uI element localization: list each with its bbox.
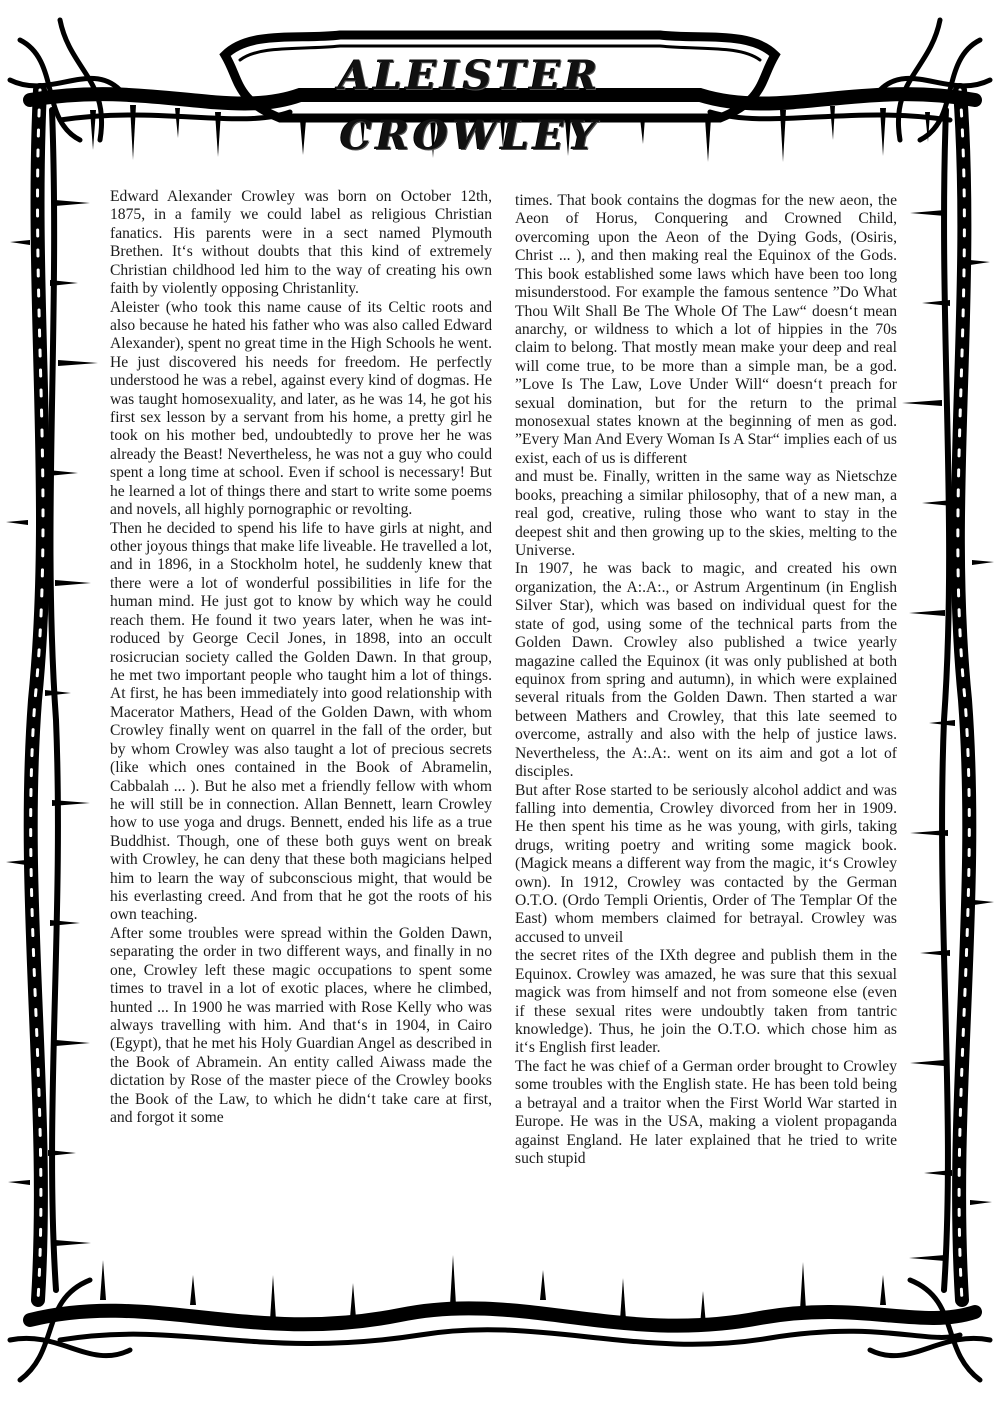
paragraph: Then he decided to spend his life to have girls at night, and other joyous things that make life liveable. He travelled a lot, and in 1896, in a Stockholm hotel, he suddenly knew that there were a lot of wonderful possibilities in life for the human mind. He just got to know by which way he could reach them. He found it two years later, when he was introduced by George Cecil Jones, in 1898, into an occult rosicrucian society called the Golden Dawn. In that group, he met two important people who taught him a lot of things. At first, he has been immediately into good relationship with Macerator Mathers, Head of the Golden Dawn, with whom Crowley finally went on quarrel in the fall of the order, but by whom Crowley was also taught a lot of precious secrets (like which ones contained in the Book of Abramelin, Cabbalah ... ). But he also met a friendly fellow with whom he will still be in connection. Allan Bennett, learn Crowley how to use yoga and drugs. Bennett, ended his life as a true Buddhist. Though, one of these both guys went on break with Crowley, he can deny that these both magicians helped him to learn the way of subconscious might, that would be his everlasting creed. And from that he got the roots of his own teaching. bbox=[110, 519, 492, 924]
bottom-branch bbox=[30, 1308, 975, 1325]
page-title: ALEISTER CROWLEY bbox=[338, 52, 602, 159]
paragraph: Edward Alexander Crowley was born on October 12th, 1875, in a family we could label as religious Christian fanatics. His parents were in a sect named Plymouth Brethen. It‘s without doubts that this kind of extremely Christian childhood led him to the way of creating his own faith by violently opposing Christanlity. bbox=[110, 188, 492, 298]
paragraph: But after Rose started to be seriously alcohol addict and was falling into dementia, Crowley divorced from her in 1909. He then spent his time as he was young, with girls, taking drugs, writing poetry and writing some magick book. (Magick means a different way from the magic, it‘s Crowley own). In 1912, Crowley was contacted by the German O.T.O. (Ordo Templi Orientis, Order of The Templar Of the East) whom members claimed for betrayal. Crowley was accused to unveil bbox=[515, 781, 897, 946]
paragraph: times. That book contains the dogmas for the new aeon, the Aeon of Horus, Conquering and Crowned Child, overcoming upon the Aeon of the Dying Gods, (Osiris, Christ ... ), and then making real the Equinox of the Gods. This book established some laws which have been too long misunderstood. For example the famous sentence ”Do What Thou Wilt Shall Be The Whole Of The Law“ doesn‘t mean anarchy, or wildness to which a lot of hippies in the 70s claim to belong. That mostly mean make your deep and real will come true, to be more than a simple man, be a god. ”Love Is The Law, Love Under Will“ doesn‘t preach for sexual domination, but for the return to the primal monosexual states known at the beginning of men as god. ”Every Man And Every Woman Is A Star“ implies each of us exist, each of us is different bbox=[515, 192, 897, 467]
paragraph: After some troubles were spread within the Golden Dawn, separating the order in two different ways, and finally in no one, Crowley left these magic occupations to spent some times to travel in a lot of exotic places, where he climbed, hunted ... In 1900 he was married with Rose Kelly who was always travelling with him. And that‘s in 1904, in Cairo (Egypt), that he met his Holy Guardian Angel as described in the Book of Abramein. An entity called Aiwass made the dictation by Rose of the master piece of the Crowley books the Book of the Law, to which he didn‘t take care at first, and forgot it some bbox=[110, 924, 492, 1127]
right-text-column bbox=[515, 192, 897, 1168]
left-text-column bbox=[110, 188, 492, 1128]
paragraph: In 1907, he was back to magic, and created his own organization, the A:.A:., or Astrum Argentinum (in English Silver Star), which was based on individual quest for the state of god, using some of the technical parts from the Golden Dawn. Crowley also published a twice yearly magazine called the Equinox (it was only published at both equinox from spring and autumn), in which were explained several rituals from the Golden Dawn. Then started a war between Mathers and Crowley, that this late seemed to overcome, astrally and also with the help of justice laws. Nevertheless, the A:.A:. went on its aim and got a lot of disciples. bbox=[515, 560, 897, 781]
paragraph: and must be. Finally, written in the same way as Nietschze books, preaching a similar philosophy, that of a new man, a real god, creative, ruling those who want to stay in the deepest shit and then growing up to the skies, melting to the Universe. bbox=[515, 468, 897, 560]
paragraph: the secret rites of the IXth degree and publish them in the Equinox. Crowley was amazed, he was sure that this sexual magick was from himself and not from someone else (even if these sexual rites were undoubtly taken from tantric knowledge). Thus, he join the O.T.O. which chose him as it‘s English first leader. bbox=[515, 947, 897, 1057]
paragraph: Aleister (who took this name cause of its Celtic roots and also because he hated his father who was also called Edward Alexander), spent no great time in the High Schools he went. He just discovered his needs for freedom. He perfectly understood he was a rebel, against every kind of dogmas. He was taught homosexuality, and later, as he was 14, he got his first sex lesson by a servant from his home, a pretty girl he took on his mother bed, undoubtedly to prove her he was already the Beast! Nevertheless, he was not a guy who could spent a long time at school. Even if school is necessary! But he learned a lot of things there and start to write some poems and novels, all highly pornographic or revolting. bbox=[110, 298, 492, 519]
paragraph: The fact he was chief of a German order brought to Crowley some troubles with the English state. He has been told being a betrayal and a traitor when the First World War started in Europe. He was in the USA, making a violent propaganda against England. He later explained that he tried to write such stupid bbox=[515, 1057, 897, 1167]
